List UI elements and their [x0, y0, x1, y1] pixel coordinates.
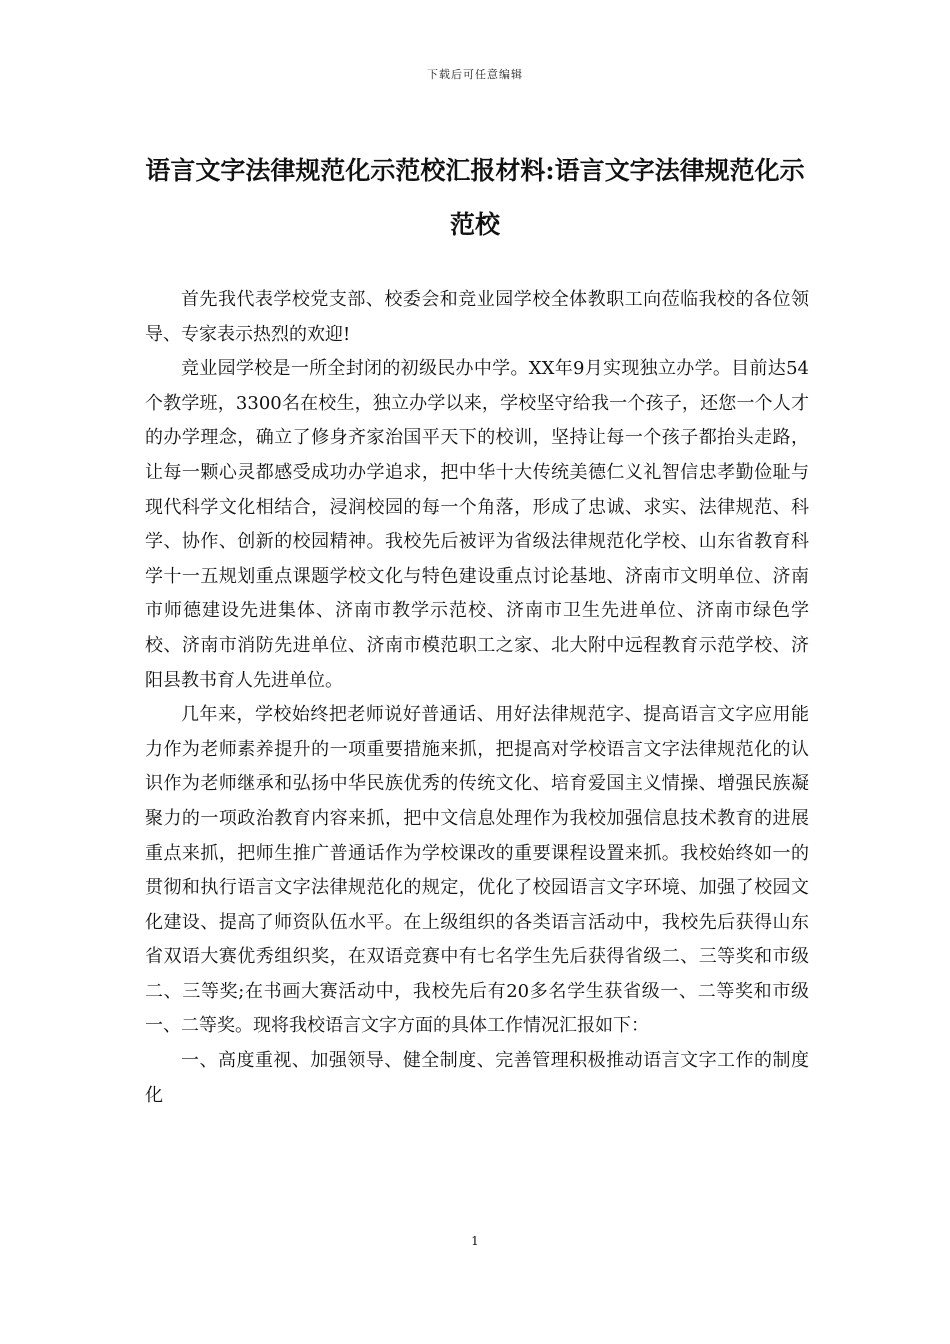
paragraph: 首先我代表学校党支部、校委会和竞业园学校全体教职工向莅临我校的各位领导、专家表示热烈的欢迎! [145, 289, 809, 345]
document-body [145, 283, 809, 1113]
paragraph: 竞业园学校是一所全封闭的初级民办中学。XX年9月实现独立办学。目前达54个教学班，3300名在校生，独立办学以来，学校坚守给我一个孩子，还您一个人才的办学理念，确立了修身齐家治国平天下的校训，坚持让每一个孩子都抬头走路，让每一颗心灵都感受成功办学追求，把中华十大传统美德仁义礼智信忠孝勤俭耻与现代科学文化相结合，浸润校园的每一个角落，形成了忠诚、求实、法律规范、科学、协作、创新的校园精神。我校先后被评为省级法律规范化学校、山东省教育科学十一五规划重点课题学校文化与特色建设重点讨论基地、济南市文明单位、济南市师德建设先进集体、济南市教学示范校、济南市卫生先进单位、济南市绿色学校、济南市消防先进单位、济南市模范职工之家、北大附中远程教育示范学校、济阳县教书育人先进单位。 [145, 358, 809, 691]
header-note: 下载后可任意编辑 [427, 68, 523, 81]
paragraph: 几年来，学校始终把老师说好普通话、用好法律规范字、提高语言文字应用能力作为老师素养提升的一项重要措施来抓，把提高对学校语言文字法律规范化的认识作为老师继承和弘扬中华民族优秀的传统文化、培育爱国主义情操、增强民族凝聚力的一项政治教育内容来抓，把中文信息处理作为我校加强信息技术教育的进展重点来抓，把师生推广普通话作为学校课改的重要课程设置来抓。我校始终如一的贯彻和执行语言文字法律规范化的规定，优化了校园语言文字环境、加强了校园文化建设、提高了师资队伍水平。在上级组织的各类语言活动中，我校先后获得山东省双语大赛优秀组织奖，在双语竞赛中有七名学生先后获得省级二、三等奖和市级二、三等奖;在书画大赛活动中，我校先后有20多名学生获省级一、二等奖和市级一、二等奖。现将我校语言文字方面的具体工作情况汇报如下： [145, 704, 809, 1037]
page-number: 1 [471, 1234, 479, 1248]
document-title: 语言文字法律规范化示范校汇报材料:语言文字法律规范化示范校 [145, 156, 805, 239]
paragraph: 一、高度重视、加强领导、健全制度、完善管理积极推动语言文字工作的制度化 [145, 1050, 809, 1106]
